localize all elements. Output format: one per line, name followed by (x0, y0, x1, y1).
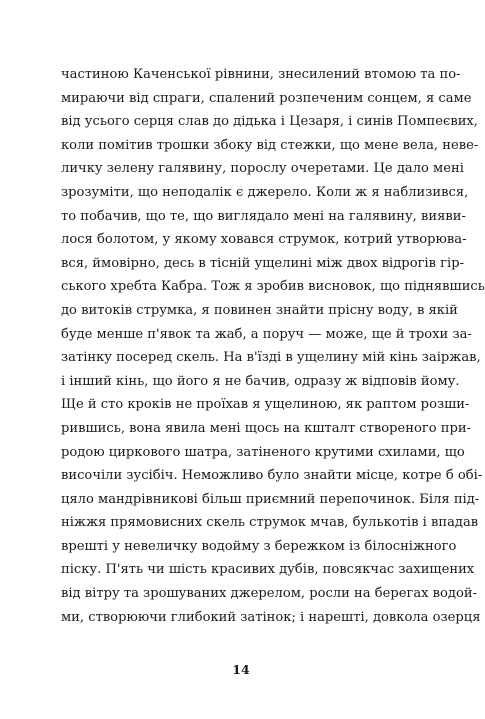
text-line-15: Ще й сто кроків не проїхав я ущелиною, як раптом розши- (61, 397, 470, 413)
text-line-10: ського хребта Кабра. Тож я зробив висновок, що піднявшись (61, 279, 485, 295)
text-line-16: рившись, вона явила мені щось на кшталт створеного при- (61, 420, 472, 436)
text-line-12: буде менше п'явок та жаб, а поруч — може, ще й трохи за- (61, 326, 472, 342)
text-line-9: вся, ймовірно, десь в тісній ущелині між двох відрогів гір- (61, 255, 465, 271)
text-line-2: мираючи від спраги, спалений розпеченим сонцем, я саме (61, 90, 472, 106)
text-line-8: лося болотом, у якому ховався струмок, котрий утворюва- (61, 232, 467, 248)
page-number: 14 (232, 662, 250, 677)
body-text (61, 63, 485, 629)
text-line-7: то побачив, що те, що виглядало мені на галявину, вияви- (61, 208, 466, 224)
text-line-3: від усього серця слав до дідька і Цезаря, і синів Помпеєвих, (61, 114, 478, 130)
text-line-19: цяло мандрівникові більш приємний перепочинок. Біля під- (61, 491, 480, 507)
text-line-11: до витоків струмка, я повинен знайти прісну воду, в якій (61, 302, 458, 318)
text-line-22: піску. П'ять чи шість красивих дубів, повсякчас захищених (61, 562, 475, 578)
text-line-6: зрозуміти, що неподалік є джерело. Коли ж я наблизився, (61, 184, 469, 200)
text-line-17: родою циркового шатра, затіненого крутими схилами, що (61, 444, 465, 460)
text-line-1: частиною Каченської рівнини, знесилений втомою та по- (61, 67, 461, 82)
text-line-20: ніжжя прямовисних скель струмок мчав, булькотів і впадав (61, 515, 479, 531)
text-line-18: височіли зусібіч. Неможливо було знайти місце, котре б обі- (61, 468, 483, 484)
text-line-5: личку зелену галявину, порослу очеретами. Це дало мені (61, 161, 464, 177)
text-line-4: коли помітив трошки збоку від стежки, що мене вела, неве- (61, 137, 479, 153)
text-line-24: ми, створюючи глибокий затінок; і нарешті, довкола озерця (61, 609, 481, 625)
text-line-21: врешті у невеличку водойму з бережком із білосніжного (61, 538, 457, 554)
text-line-23: від вітру та зрошуваних джерелом, росли на берегах водой- (61, 586, 478, 602)
text-line-14: і інший кінь, що його я не бачив, одразу ж відповів йому. (61, 373, 460, 389)
text-line-13: затінку посеред скель. На в'їзді в ущелину мій кінь заіржав, (61, 350, 481, 366)
